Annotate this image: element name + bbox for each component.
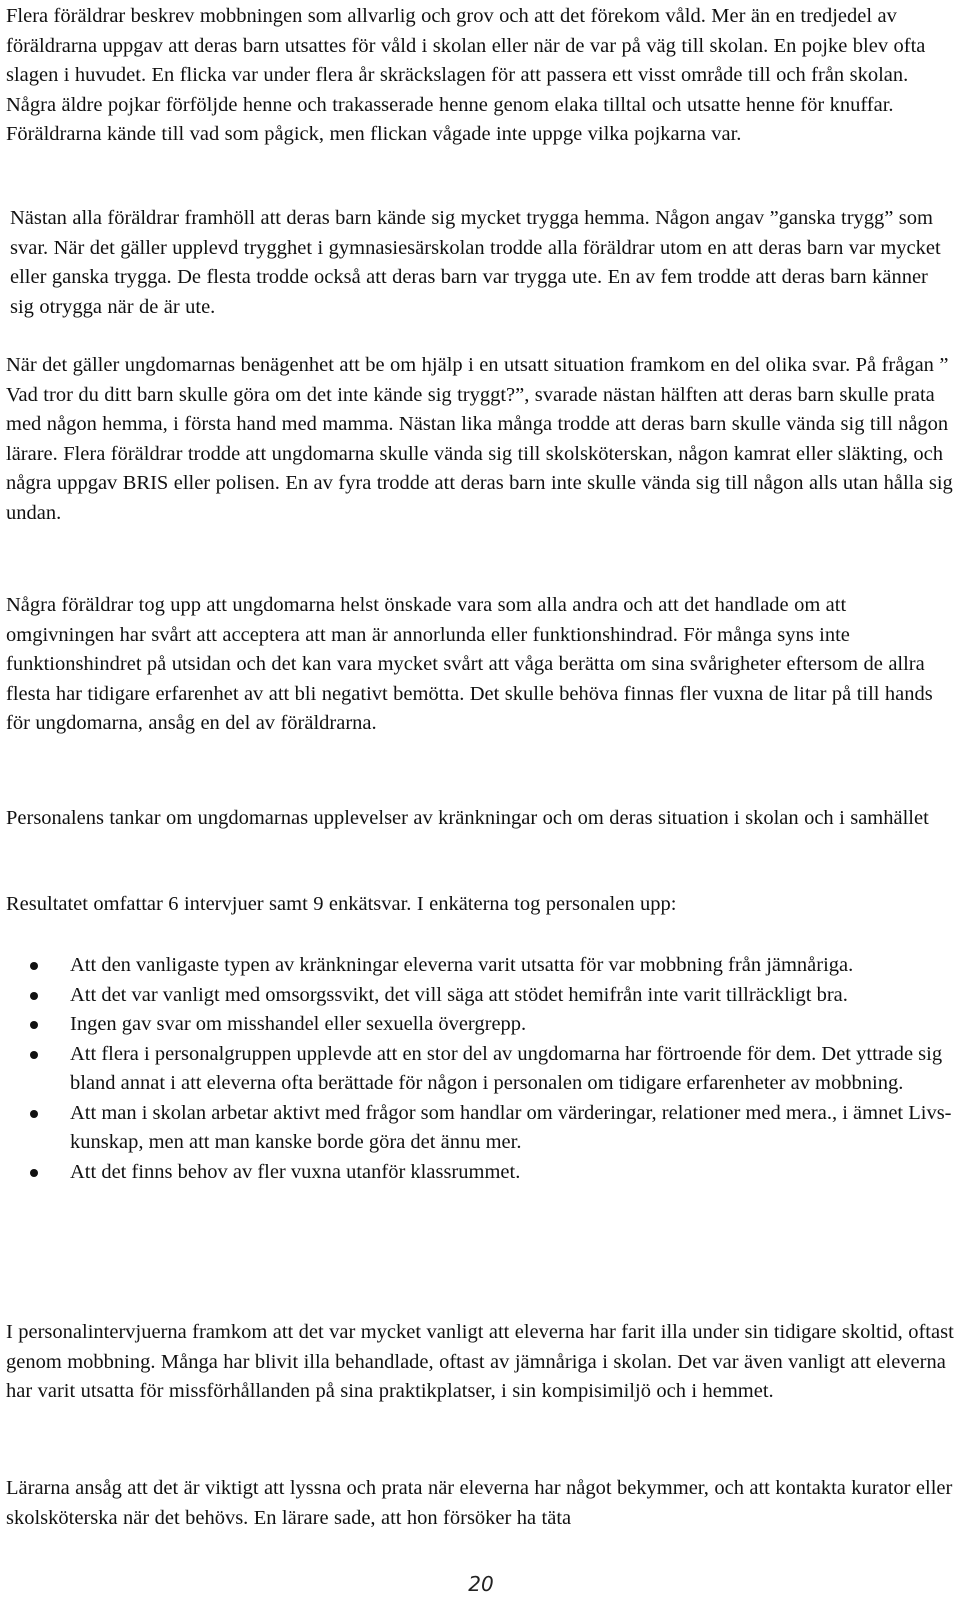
paragraph-parent-violence: Flera föräldrar beskrev mobbningen som allvarlig och grov och att det förekom våld. Mer än en tredjedel av föräldrarna uppgav att deras barn utsattes för våld i skolan eller när de var på väg till skolan. En pojke blev ofta slagen i huvudet. En flicka var under flera år skräckslagen för att passera ett visst område till och från skolan. Några äldre pojkar förföljde henne och trakasserade henne genom elaka tilltal och utsatte henne för knuffar. Föräldrarna kände till vad som pågick, men flickan vågade inte uppge vilka pojkarna var. xyxy=(6,5,926,145)
paragraph-being-like-others: Några föräldrar tog upp att ungdomarna helst önskade vara som alla andra och att det handlade om att omgivningen har svårt att acceptera att man är annorlunda eller funktionshindrad. För många syns inte funktionshindret på utsidan och det kan vara mycket svårt att våga berätta om sina svårigheter eftersom de allra flesta har tidigare erfarenhet av att bli negativt bemötta. Det skulle behöva finnas fler vuxna de litar på till hands för ungdomarna, ansåg en del av föräldrarna. xyxy=(6,594,933,734)
list-item-text: Ingen gav svar om misshandel eller sexuella övergrepp. xyxy=(70,1013,527,1035)
list-item-text: Att det var vanligt med omsorgssvikt, det vill säga att stödet hemifrån inte varit tillräckligt bra. xyxy=(70,983,848,1006)
list-item xyxy=(6,1010,956,1040)
bullet-icon xyxy=(30,1169,38,1177)
paragraph-teachers-view: Lärarna ansåg att det är viktigt att lyssna och prata när eleverna har något bekymmer, och att kontakta kurator eller skolsköterska när det behövs. En lärare sade, att hon försöker ha täta xyxy=(6,1477,953,1529)
list-item-text: Att det finns behov av fler vuxna utanför klassrummet. xyxy=(70,1160,521,1183)
list-item xyxy=(6,1158,956,1188)
bullet-icon xyxy=(30,962,38,970)
list-item xyxy=(6,951,956,981)
paragraph-safety-at-home: Nästan alla föräldrar framhöll att deras barn kände sig mycket trygga hemma. Någon angav ”ganska trygg” som svar. När det gäller upplevd trygghet i gymnasiesärskolan trodde alla föräldrar utom en att deras barn var mycket eller ganska trygga. De flesta trodde också att deras barn var trygga ute. En av fem trodde att deras barn känner sig otrygga när de är ute. xyxy=(10,207,941,318)
bullet-list-staff-findings xyxy=(6,951,956,1187)
paragraph-survey-results: Resultatet omfattar 6 intervjuer samt 9 enkätsvar. I enkäterna tog personalen upp: xyxy=(6,893,677,915)
section-heading-staff-thoughts: Personalens tankar om ungdomarnas upplevelser av kränkningar och om deras situation i skolan och i samhället xyxy=(6,807,929,829)
bullet-icon xyxy=(30,1051,38,1059)
list-item-text: Att den vanligaste typen av kränkningar eleverna varit utsatta för var mobbning från jämnåriga. xyxy=(70,954,854,976)
list-item-text: Att man i skolan arbetar aktivt med frågor som handlar om värderingar, relationer med mera., i ämnet Livs-kunskap, men att man kanske borde göra det ännu mer. xyxy=(70,1101,952,1153)
list-item xyxy=(6,1040,956,1099)
list-item xyxy=(6,1099,956,1158)
bullet-icon xyxy=(30,992,38,1000)
list-item xyxy=(6,981,956,1011)
paragraph-staff-interviews: I personalintervjuerna framkom att det var mycket vanligt att eleverna har farit illa under sin tidigare skoltid, oftast genom mobbning. Många har blivit illa behandlade, oftast av jämnåriga i skolan. Det var även vanligt att eleverna har varit utsatta för missförhållanden på sina praktikplatser, i sin kompisimiljö och i hemmet. xyxy=(6,1321,954,1402)
bullet-icon xyxy=(30,1110,38,1118)
page-number: 20 xyxy=(468,1572,494,1596)
paragraph-asking-for-help: När det gäller ungdomarnas benägenhet att be om hjälp i en utsatt situation framkom en del olika svar. På frågan ” Vad tror du ditt barn skulle göra om det inte kände sig tryggt?”, svarade nästan hälften att deras barn skulle prata med någon hemma, i första hand med mamma. Nästan lika många trodde att deras barn skulle vända sig till någon lärare. Flera föräldrar trodde att ungdomarna skulle vända sig till skolsköterskan, någon kamrat eller släkting, och några uppgav BRIS eller polisen. En av fyra trodde att deras barn inte skulle vända sig till någon alls utan hålla sig undan. xyxy=(6,354,953,524)
bullet-icon xyxy=(30,1021,38,1029)
list-item-text: Att flera i personalgruppen upplevde att en stor del av ungdomarna har förtroende för dem. Det yttrade sig bland annat i att eleverna ofta berättade för någon i personalen om tidigare erfarenheter av mobbning. xyxy=(70,1042,943,1094)
